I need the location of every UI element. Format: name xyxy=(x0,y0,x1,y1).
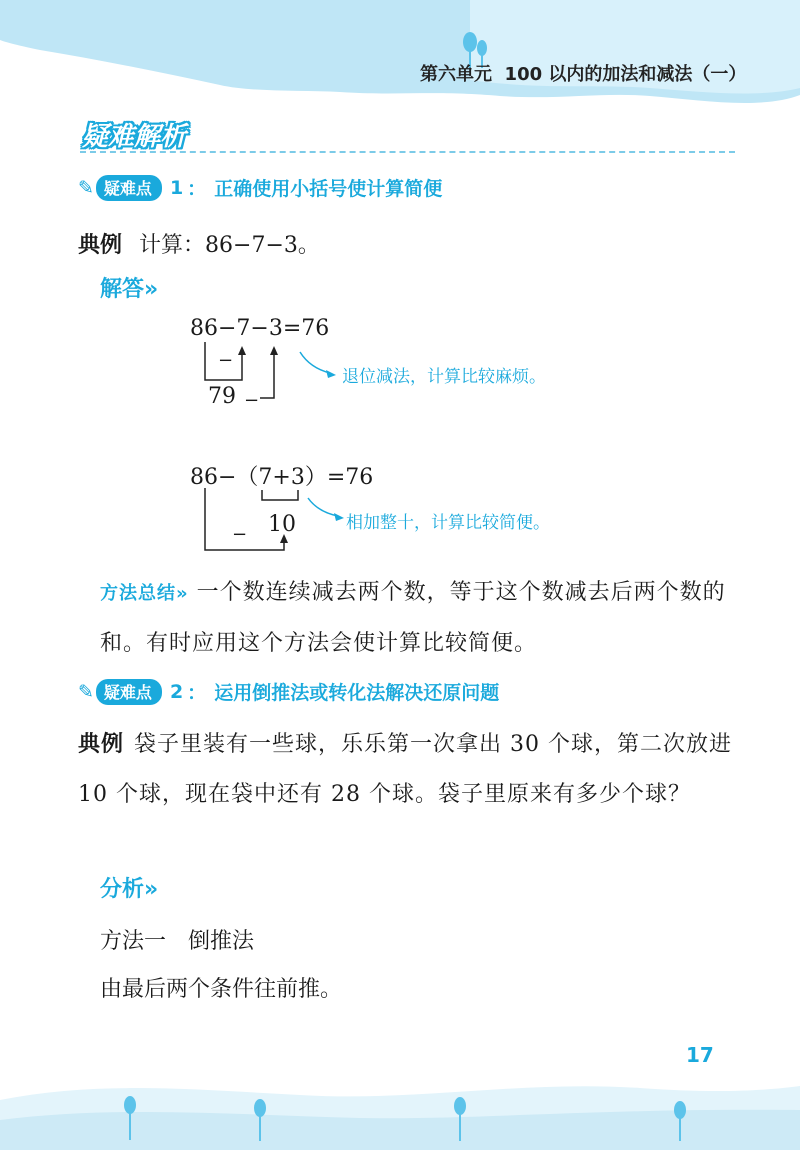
example-label: 典例 xyxy=(78,732,125,757)
calc1-blank: − xyxy=(244,390,260,411)
unit-title: 100 以内的加法和减法（一） xyxy=(504,64,747,85)
key-point-number: 1 xyxy=(169,176,184,199)
pencil-icon: ✎ xyxy=(78,680,94,703)
section-title: 疑难解析 xyxy=(82,122,187,152)
example-2 xyxy=(78,720,738,820)
calc2-sum: 10 xyxy=(268,512,296,537)
example-text: 计算：86−7−3。 xyxy=(139,233,320,258)
unit-label: 第六单元 xyxy=(420,64,492,85)
calc1-note: 退位减法，计算比较麻烦。 xyxy=(342,367,546,387)
key-point-badge: 疑难点 xyxy=(96,679,162,705)
calc2-minus: − xyxy=(232,524,248,545)
page-number: 17 xyxy=(686,1043,714,1067)
example-1 xyxy=(78,228,320,259)
method-summary xyxy=(100,568,740,669)
answer-label: 解答» xyxy=(100,277,159,302)
summary-label: 方法总结» xyxy=(100,583,189,604)
key-point-1-heading xyxy=(78,174,442,201)
method-text: 由最后两个条件往前推。 xyxy=(100,977,343,1002)
calc1-diagram xyxy=(190,338,350,428)
calc2-note: 相加整十，计算比较简便。 xyxy=(346,513,550,533)
analysis-label: 分析» xyxy=(100,877,159,902)
calc1-intermediate: 79 xyxy=(208,384,236,409)
key-point-title: 正确使用小括号使计算简便 xyxy=(214,178,443,200)
calc1-equation: 86−7−3=76 xyxy=(190,316,330,341)
chapter-header xyxy=(420,60,746,86)
key-point-colon: ： xyxy=(187,682,207,704)
footer-hills xyxy=(0,1060,800,1150)
key-point-colon: ： xyxy=(187,178,207,200)
summary-text: 一个数连续减去两个数，等于这个数减去后两个数的和。有时应用这个方法会使计算比较简便。 xyxy=(100,580,726,656)
key-point-2-heading xyxy=(78,678,499,705)
pencil-icon: ✎ xyxy=(78,176,94,199)
example-label: 典例 xyxy=(78,233,123,258)
example-text: 袋子里装有一些球，乐乐第一次拿出 30 个球，第二次放进 10 个球，现在袋中还有 28 个球。袋子里原来有多少个球？ xyxy=(78,732,732,807)
calc2-equation-text: 86−（7+3）=76 xyxy=(190,465,374,490)
header-cloud-banner xyxy=(0,0,800,110)
key-point-badge: 疑难点 xyxy=(96,175,162,201)
key-point-title: 运用倒推法或转化法解决还原问题 xyxy=(214,682,500,704)
method-line: 方法一 倒推法 xyxy=(100,929,255,954)
calc1-minus: − xyxy=(218,350,234,371)
key-point-number: 2 xyxy=(169,680,184,703)
section-divider xyxy=(80,151,735,153)
